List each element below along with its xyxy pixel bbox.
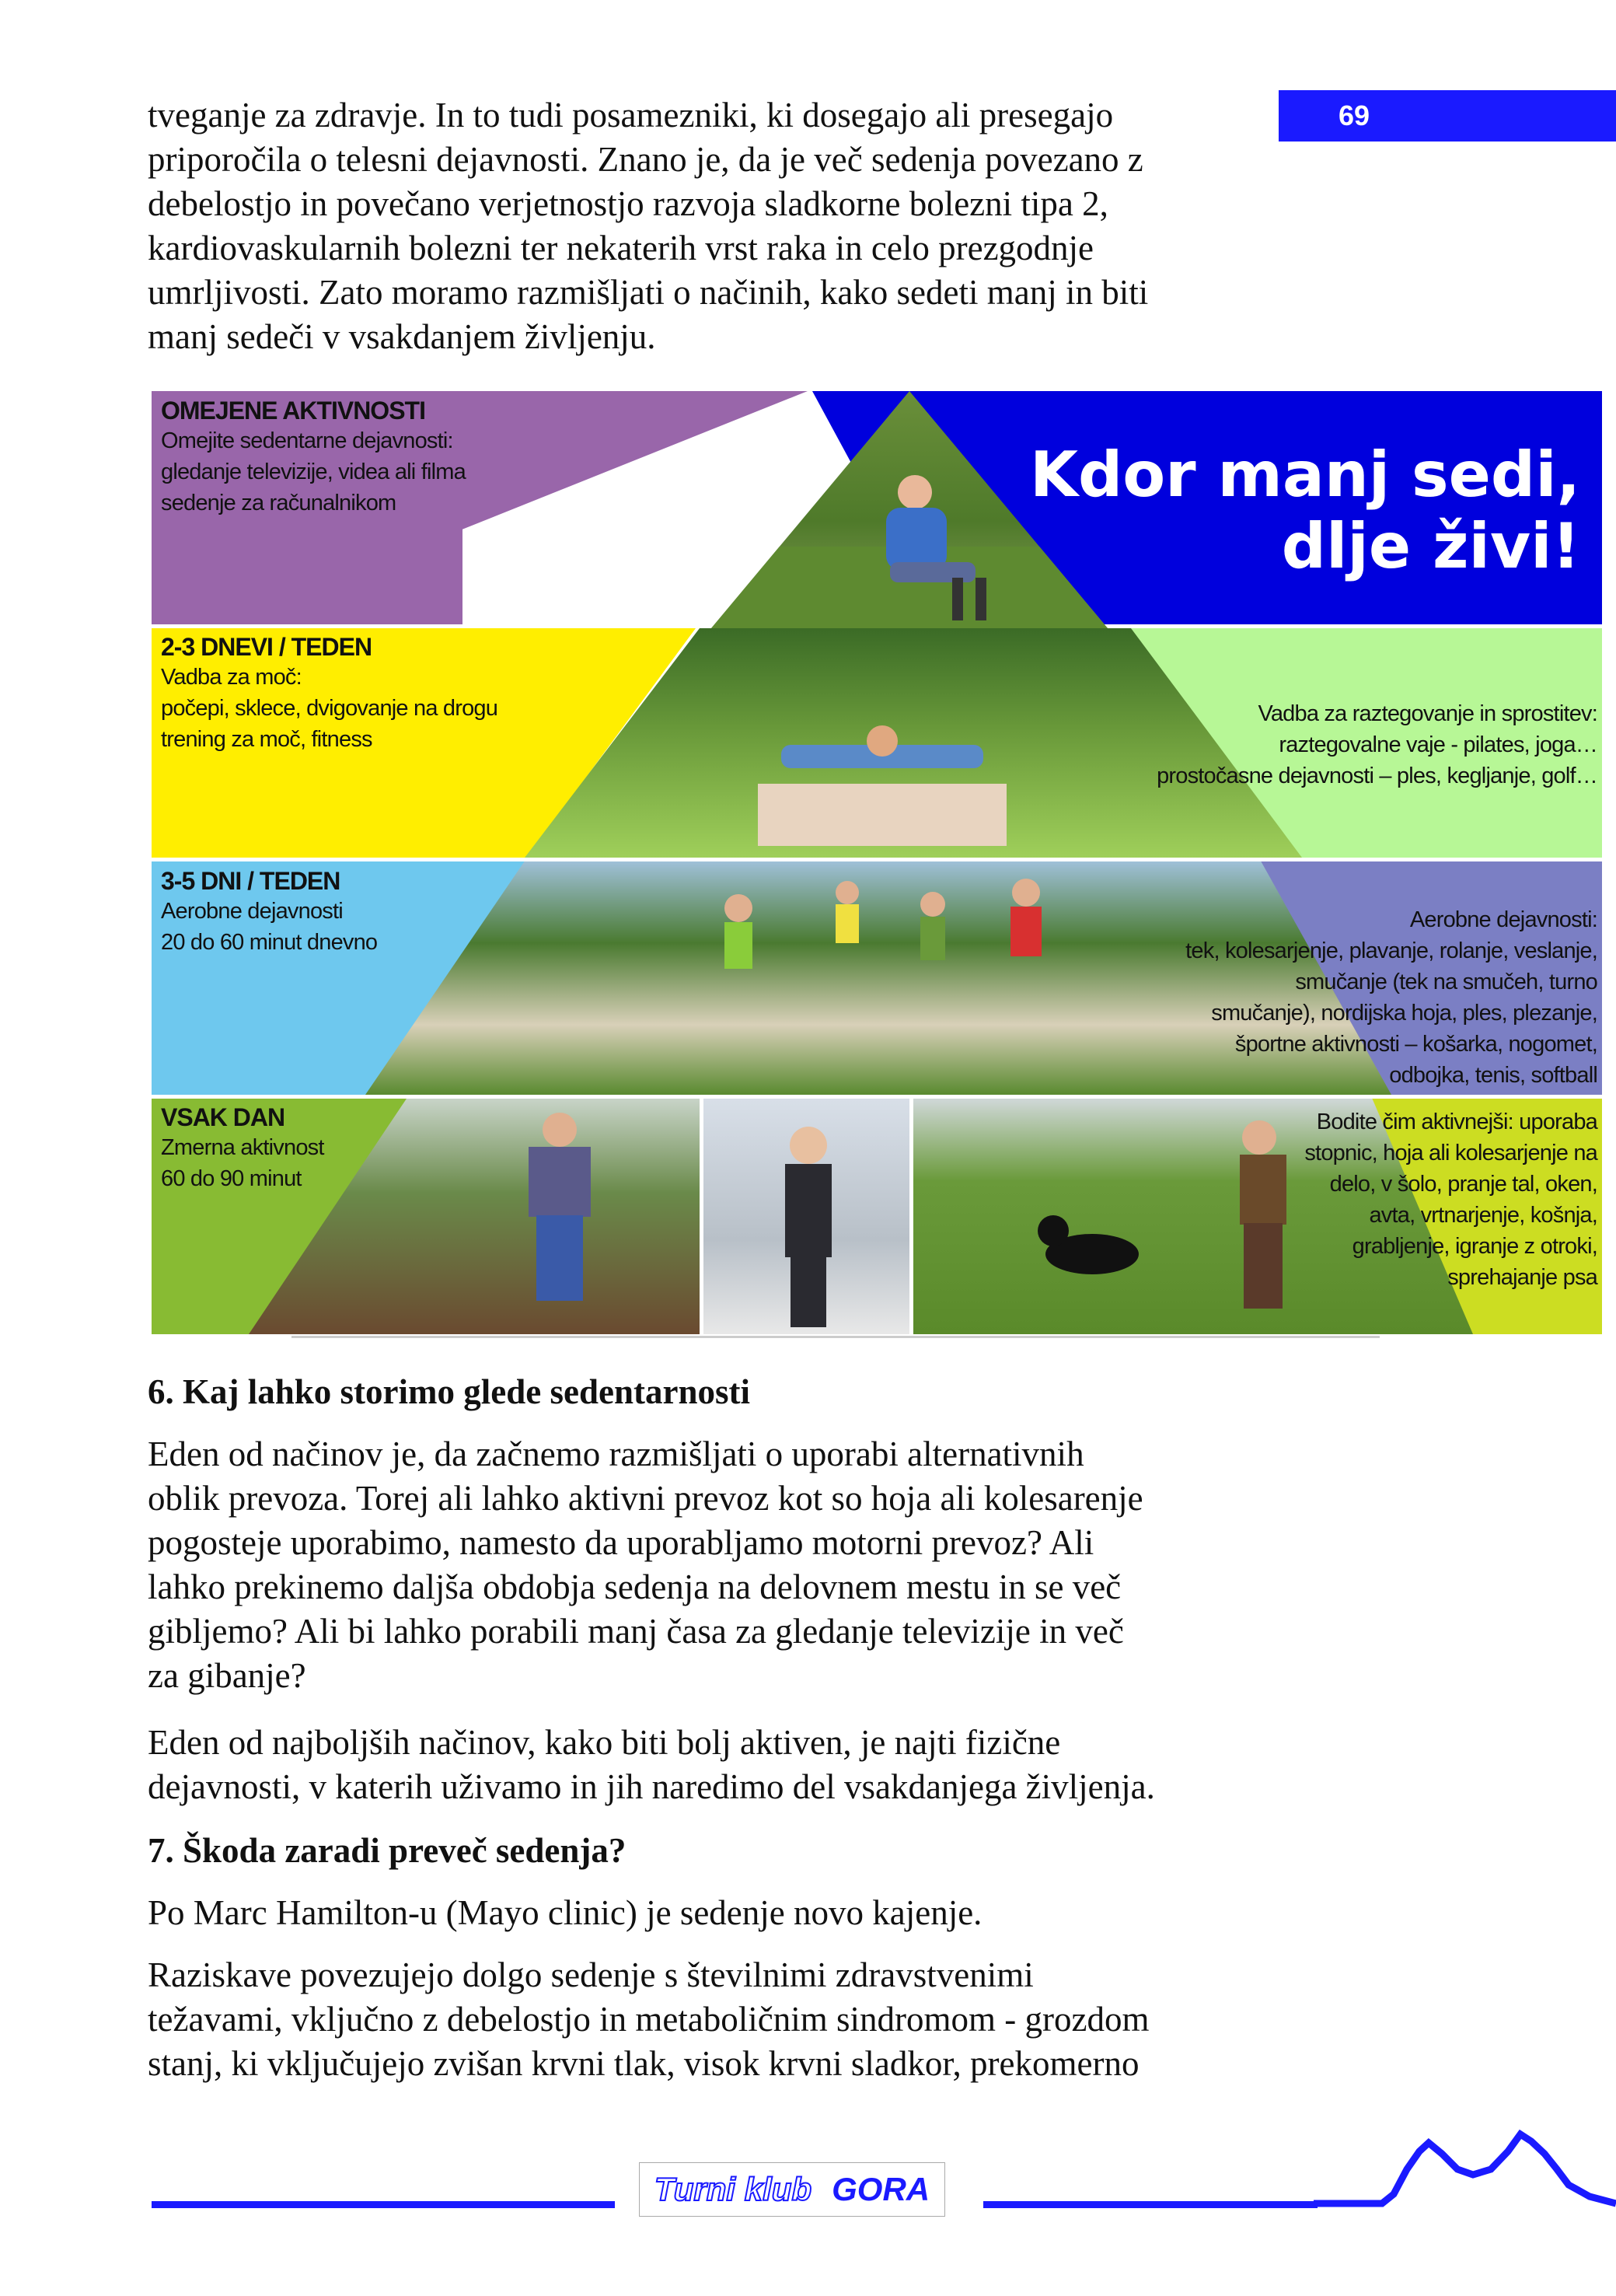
level3-left-text <box>161 866 487 958</box>
level2-left-text <box>161 632 565 755</box>
intro-line: priporočila o telesni dejavnosti. Znano je, da je več sedenja povezano z <box>148 140 1143 179</box>
section7-paragraph2 <box>148 1953 1250 2086</box>
footer-line-right <box>983 2201 1318 2208</box>
level4-right-text <box>1271 1106 1597 1293</box>
slogan-line: dlje živi! <box>1281 510 1580 582</box>
intro-line: umrljivosti. Zato moramo razmišljati o načinih, kako sedeti manj in biti <box>148 273 1149 312</box>
level1-title: OMEJENE AKTIVNOSTI <box>161 397 425 425</box>
level2-line: Vadba za moč: <box>161 665 302 690</box>
level2-right-line: Vadba za raztegovanje in sprostitev: <box>1258 701 1597 726</box>
photo-walking-woman <box>703 1099 909 1334</box>
level2-right-line: prostočasne dejavnosti – ples, kegljanje, golf… <box>1157 764 1597 788</box>
slogan <box>1030 439 1580 582</box>
level3-title: 3-5 DNI / TEDEN <box>161 867 340 895</box>
intro-line: debelostjo in povečano verjetnostjo razvoja sladkorne bolezni tipa 2, <box>148 184 1108 223</box>
level4-title: VSAK DAN <box>161 1103 285 1131</box>
intro-paragraph <box>148 93 1250 359</box>
activity-pyramid <box>152 391 1602 1341</box>
level4-right-line: stopnic, hoja ali kolesarjenje na <box>1304 1141 1597 1165</box>
section7-heading: 7. Škoda zaradi preveč sedenja? <box>148 1831 627 1870</box>
footer-line-left <box>152 2201 615 2208</box>
level4-right-line: Bodite čim aktivnejši: uporaba <box>1316 1110 1597 1134</box>
level3-right-line: smučanje), nordijska hoja, ples, plezanje, <box>1211 1001 1597 1026</box>
slogan-line: Kdor manj sedi, <box>1029 439 1580 511</box>
club-name: Turni klub <box>654 2171 812 2207</box>
text-line: Raziskave povezujejo dolgo sedenje s številnimi zdravstvenimi <box>148 1955 1034 1994</box>
text-line: lahko prekinemo daljša obdobja sedenja na delovnem mestu in se več <box>148 1567 1122 1606</box>
level4-line: Zmerna aktivnost <box>161 1135 324 1160</box>
level4-left-text <box>161 1103 394 1194</box>
level3-right-line: Aerobne dejavnosti: <box>1409 907 1597 932</box>
page-number: 69 <box>1279 90 1616 142</box>
level4-right-line: grabljenje, igranje z otroki, <box>1352 1234 1597 1259</box>
level3-right-line: odbojka, tenis, softball <box>1389 1063 1597 1088</box>
text-line: Eden od načinov je, da začnemo razmišljati o uporabi alternativnih <box>148 1435 1084 1473</box>
text-line: težavami, vključno z debelostjo in metaboličnim sindromom - grozdom <box>148 2000 1150 2039</box>
section6-paragraph2 <box>148 1721 1250 1809</box>
club-logo <box>639 2162 945 2217</box>
text-line: gibljemo? Ali bi lahko porabili manj časa za gledanje televizije in več <box>148 1612 1124 1651</box>
section6-heading: 6. Kaj lahko storimo glede sedentarnosti <box>148 1372 750 1411</box>
intro-line: tveganje za zdravje. In to tudi posamezniki, ki dosegajo ali presegajo <box>148 96 1114 135</box>
intro-line: kardiovaskularnih bolezni ter nekaterih vrst raka in celo prezgodnje <box>148 229 1094 267</box>
level2-right-line: raztegovalne vaje - pilates, joga… <box>1279 732 1597 757</box>
level3-right-line: tek, kolesarjenje, plavanje, rolanje, veslanje, <box>1185 938 1597 963</box>
level3-right-line: športne aktivnosti – košarka, nogomet, <box>1234 1032 1597 1057</box>
level3-right-text <box>1100 904 1597 1091</box>
level3-right-line: smučanje (tek na smučeh, turno <box>1295 970 1597 994</box>
level1-left-text <box>161 396 627 519</box>
level1-line: gledanje televizije, videa ali filma <box>161 460 466 484</box>
level2-right-text <box>1115 698 1597 792</box>
level4-right-line: delo, v šolo, pranje tal, oken, <box>1329 1172 1597 1197</box>
text-line: dejavnosti, v katerih uživamo in jih naredimo del vsakdanjega življenja. <box>148 1767 1155 1806</box>
level2-title: 2-3 DNEVI / TEDEN <box>161 633 372 661</box>
level1-line: sedenje za računalnikom <box>161 491 396 515</box>
section7-paragraph1: Po Marc Hamilton-u (Mayo clinic) je sedenje novo kajenje. <box>148 1893 983 1932</box>
text-line: stanj, ki vključujejo zvišan krvni tlak, visok krvni sladkor, prekomerno <box>148 2044 1140 2083</box>
pyramid-base-line <box>291 1336 1380 1338</box>
level2-line: trening za moč, fitness <box>161 727 372 752</box>
text-line: oblik prevoza. Torej ali lahko aktivni prevoz kot so hoja ali kolesarenje <box>148 1479 1143 1518</box>
section6-paragraph1 <box>148 1432 1250 1698</box>
level2-line: počepi, sklece, dvigovanje na drogu <box>161 696 498 721</box>
text-line: za gibanje? <box>148 1656 306 1695</box>
intro-line: manj sedeči v vsakdanjem življenju. <box>148 317 656 356</box>
level1-line: Omejite sedentarne dejavnosti: <box>161 428 453 453</box>
walking-woman-illustration <box>703 1099 909 1334</box>
text-line: Eden od najboljših načinov, kako biti bolj aktiven, je najti fizične <box>148 1723 1061 1762</box>
level3-line: 20 do 60 minut dnevno <box>161 930 378 955</box>
text-line: pogosteje uporabimo, namesto da uporabljamo motorni prevoz? Ali <box>148 1523 1094 1562</box>
level4-right-line: avta, vrtnarjenje, košnja, <box>1369 1203 1597 1228</box>
level3-line: Aerobne dejavnosti <box>161 899 343 924</box>
mountain-icon <box>1314 2123 1616 2212</box>
level4-line: 60 do 90 minut <box>161 1166 302 1191</box>
club-word: GORA <box>832 2171 930 2207</box>
level4-right-line: sprehajanje psa <box>1447 1265 1597 1290</box>
